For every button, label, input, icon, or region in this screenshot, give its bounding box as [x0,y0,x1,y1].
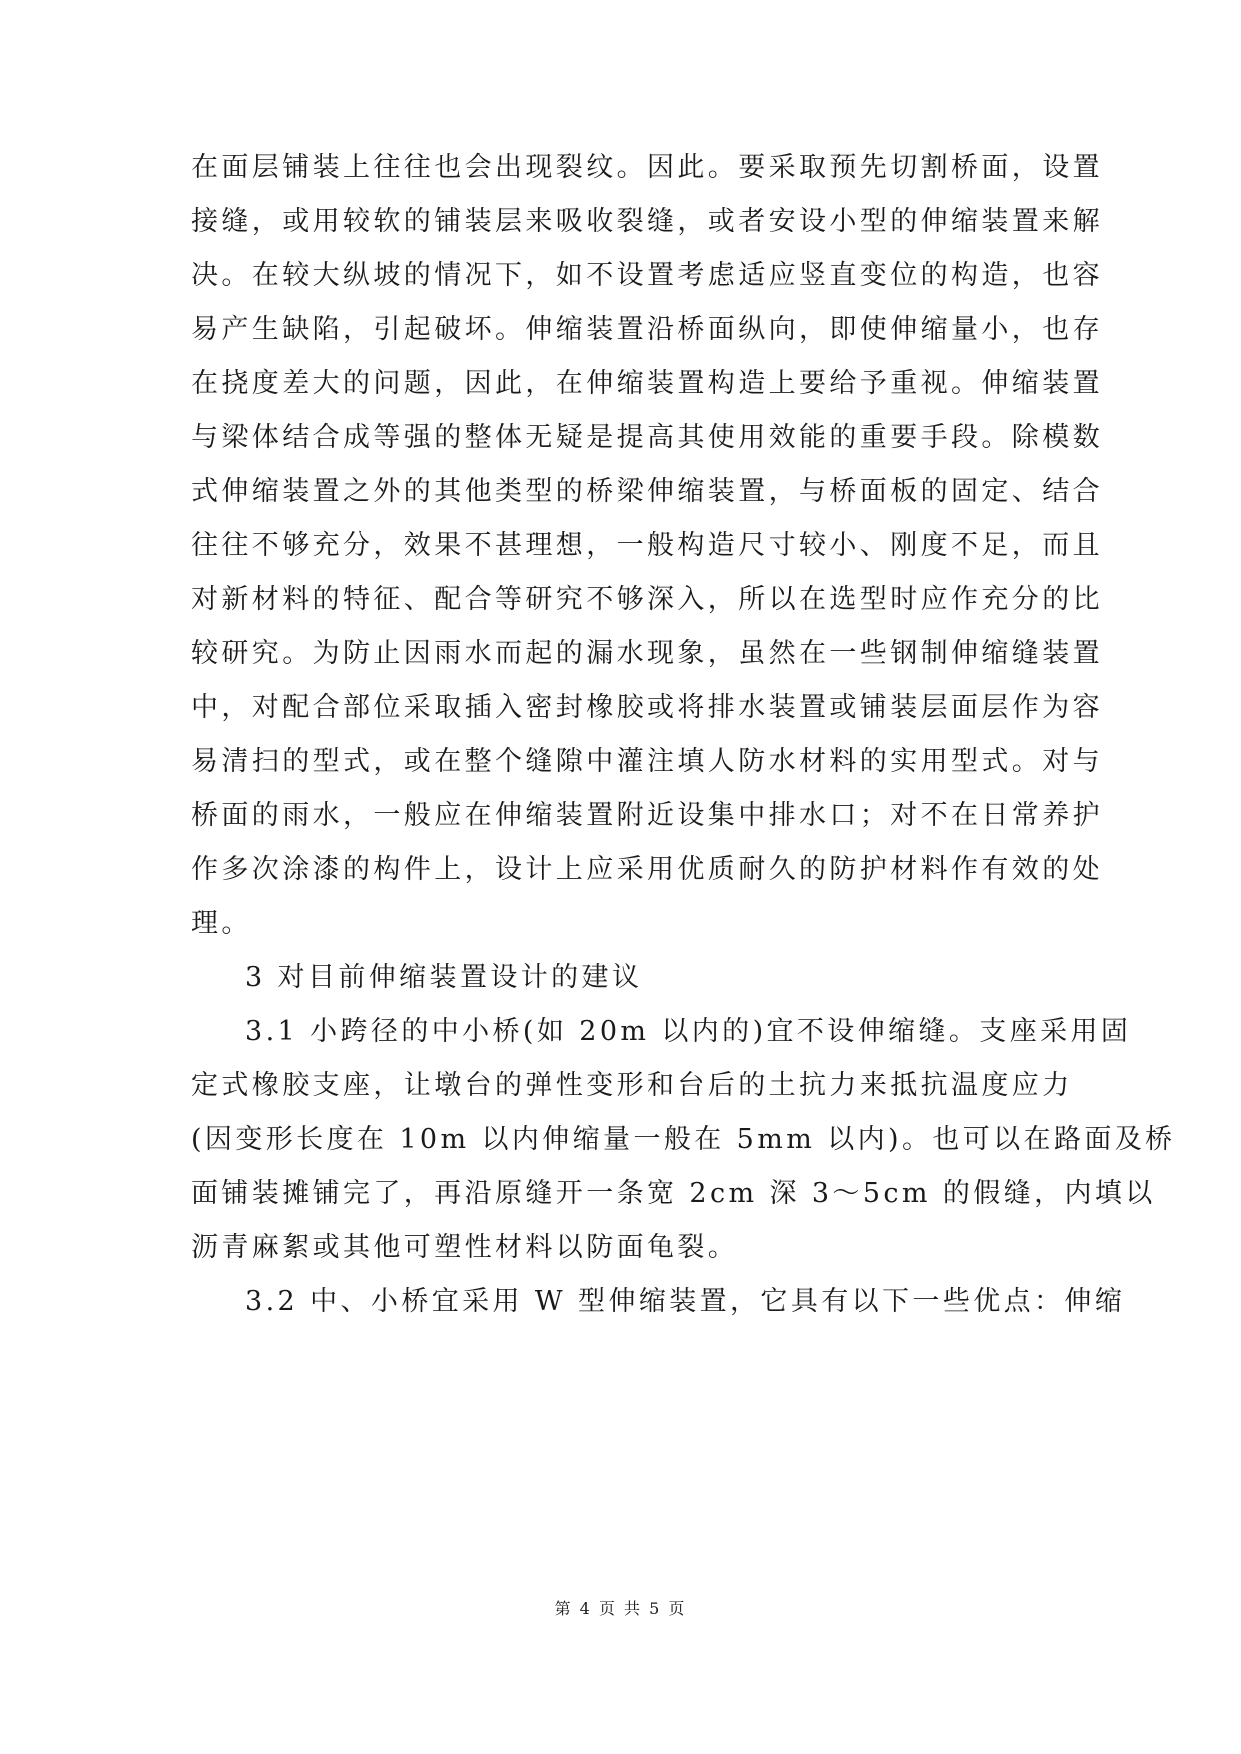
paragraph-3-1-line-4: 面铺装摊铺完了，再沿原缝开一条宽 2cm 深 3～5cm 的假缝，内填以 [191,1178,1156,1209]
paragraph-3-1-line-3: (因变形长度在 10m 以内伸缩量一般在 5mm 以内)。也可以在路面及桥 [191,1124,1176,1155]
paragraph-1-line-12: 易清扫的型式，或在整个缝隙中灌注填人防水材料的实用型式。对与 [191,746,1103,777]
paragraph-1-line-2: 接缝，或用较软的铺装层来吸收裂缝，或者安设小型的伸缩装置来解 [191,206,1103,237]
paragraph-3-2-line-1: 3.2 中、小桥宜采用 W 型伸缩装置，它具有以下一些优点：伸缩 [245,1286,1126,1317]
paragraph-1-line-15: 理。 [191,908,252,939]
paragraph-1-line-7: 式伸缩装置之外的其他类型的桥梁伸缩装置，与桥面板的固定、结合 [191,476,1103,507]
paragraph-3-1-line-2: 定式橡胶支座，让墩台的弹性变形和台后的土抗力来抵抗温度应力 [191,1070,1073,1101]
paragraph-1-line-1: 在面层铺装上往往也会出现裂纹。因此。要采取预先切割桥面，设置 [191,152,1103,183]
paragraph-1-line-3: 决。在较大纵坡的情况下，如不设置考虑适应竖直变位的构造，也容 [191,260,1103,291]
paragraph-1-line-6: 与梁体结合成等强的整体无疑是提高其使用效能的重要手段。除模数 [191,422,1103,453]
paragraph-1-line-11: 中，对配合部位采取插入密封橡胶或将排水装置或铺装层面层作为容 [191,692,1103,723]
paragraph-1-line-10: 较研究。为防止因雨水而起的漏水现象，虽然在一些钢制伸缩缝装置 [191,638,1103,669]
paragraph-1-line-14: 作多次涂漆的构件上，设计上应采用优质耐久的防护材料作有效的处 [191,854,1103,885]
paragraph-1-line-5: 在挠度差大的问题，因此，在伸缩装置构造上要给予重视。伸缩装置 [191,368,1103,399]
paragraph-3-1-line-1: 3.1 小跨径的中小桥(如 20m 以内的)宜不设伸缩缝。支座采用固 [245,1016,1132,1047]
page-number-footer: 第 4 页 共 5 页 [554,1599,687,1618]
paragraph-1-line-8: 往往不够充分，效果不甚理想，一般构造尺寸较小、刚度不足，而且 [191,530,1103,561]
paragraph-1-line-13: 桥面的雨水，一般应在伸缩装置附近设集中排水口；对不在日常养护 [191,800,1103,831]
paragraph-3-1-line-5: 沥青麻絮或其他可塑性材料以防面龟裂。 [191,1232,739,1263]
paragraph-1-line-9: 对新材料的特征、配合等研究不够深入，所以在选型时应作充分的比 [191,584,1103,615]
paragraph-1-line-4: 易产生缺陷，引起破坏。伸缩装置沿桥面纵向，即使伸缩量小，也存 [191,314,1103,345]
section-heading-3: 3 对目前伸缩装置设计的建议 [245,962,643,993]
